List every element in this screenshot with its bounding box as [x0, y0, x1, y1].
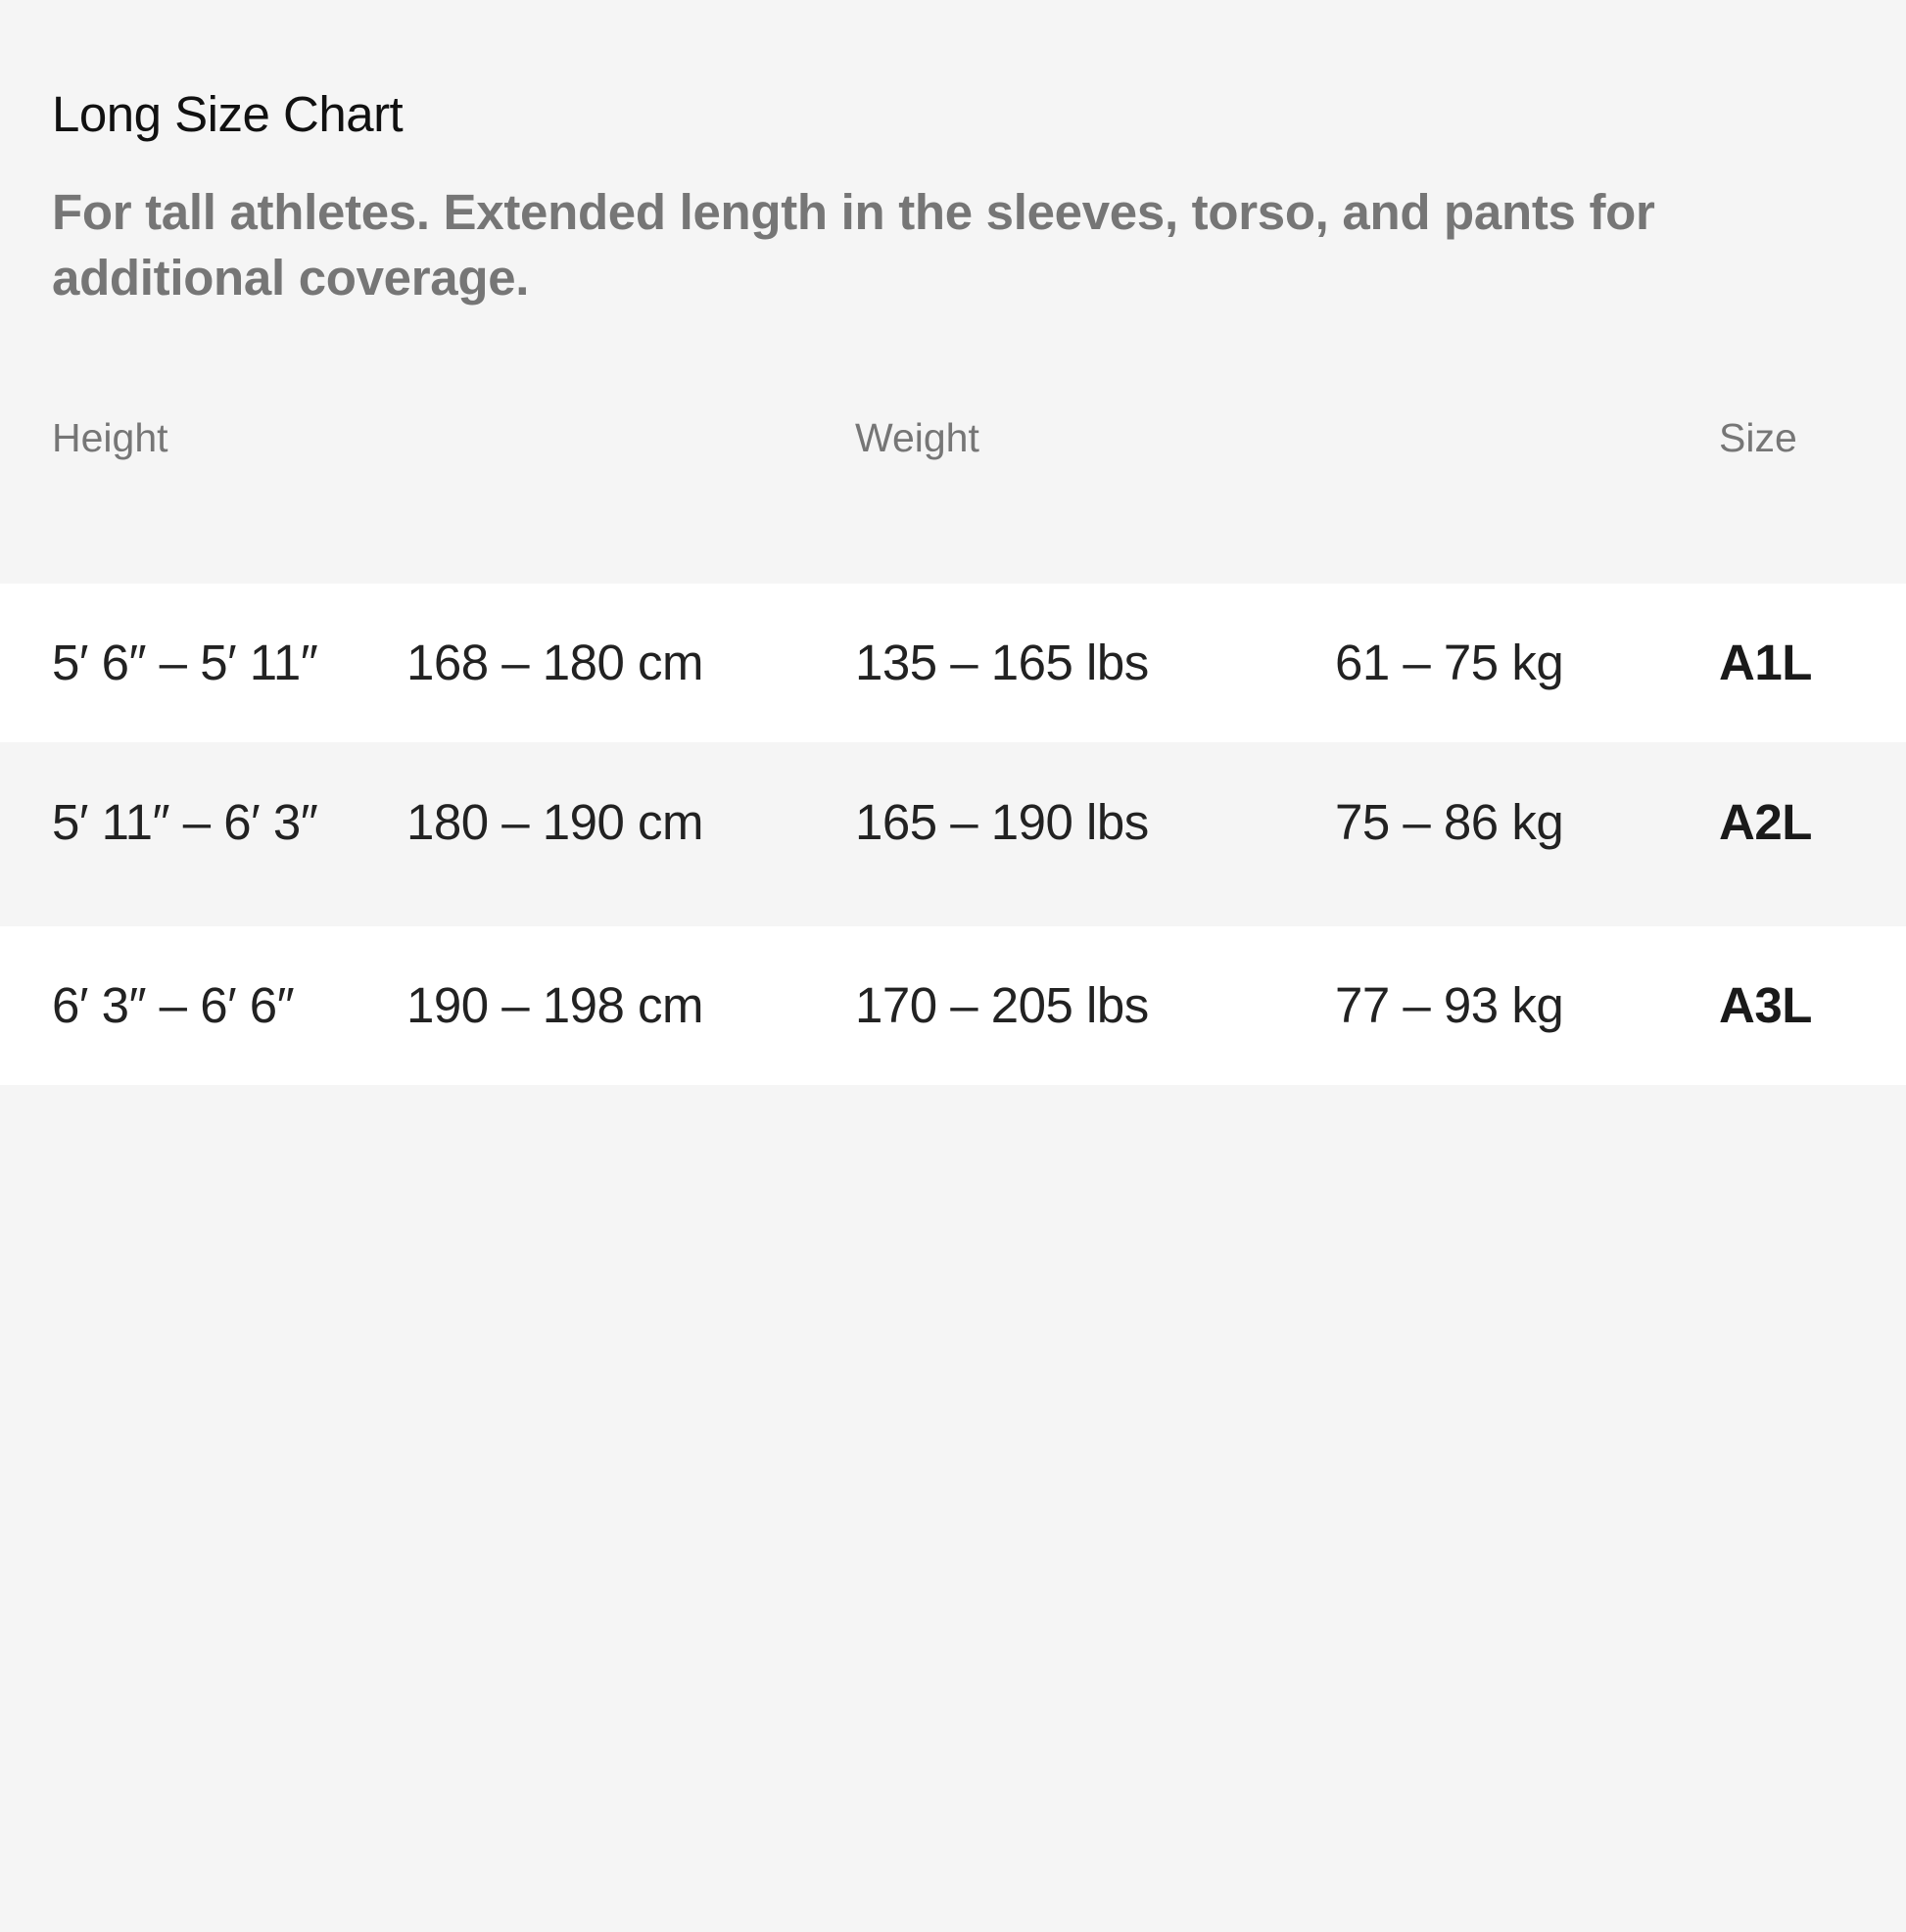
weight-kg-cell: 61 – 75 kg — [1335, 635, 1564, 690]
size-cell: A3L — [1719, 977, 1812, 1033]
column-header-size: Size — [1719, 415, 1797, 460]
weight-lbs-cell: 170 – 205 lbs — [855, 977, 1149, 1033]
height-cm-cell: 190 – 198 cm — [406, 977, 704, 1033]
table-row — [0, 584, 1906, 742]
height-cm-cell: 168 – 180 cm — [406, 635, 704, 690]
page-title: Long Size Chart — [52, 86, 404, 142]
weight-kg-cell: 77 – 93 kg — [1335, 977, 1564, 1033]
height-ft-cell: 5′ 11″ – 6′ 3″ — [52, 794, 318, 850]
height-ft-cell: 5′ 6″ – 5′ 11″ — [52, 635, 318, 690]
chart-description: For tall athletes. Extended length in the sleeves, torso, and pants for additional coverage. — [52, 184, 1655, 306]
weight-lbs-cell: 135 – 165 lbs — [855, 635, 1149, 690]
height-cm-cell: 180 – 190 cm — [406, 794, 704, 850]
size-cell: A2L — [1719, 794, 1812, 850]
table-row — [0, 743, 1906, 902]
column-header-weight: Weight — [855, 415, 979, 460]
weight-lbs-cell: 165 – 190 lbs — [855, 794, 1149, 850]
column-header-height: Height — [52, 415, 168, 460]
weight-kg-cell: 75 – 86 kg — [1335, 794, 1564, 850]
table-row — [0, 926, 1906, 1085]
size-cell: A1L — [1719, 635, 1812, 690]
height-ft-cell: 6′ 3″ – 6′ 6″ — [52, 977, 295, 1033]
